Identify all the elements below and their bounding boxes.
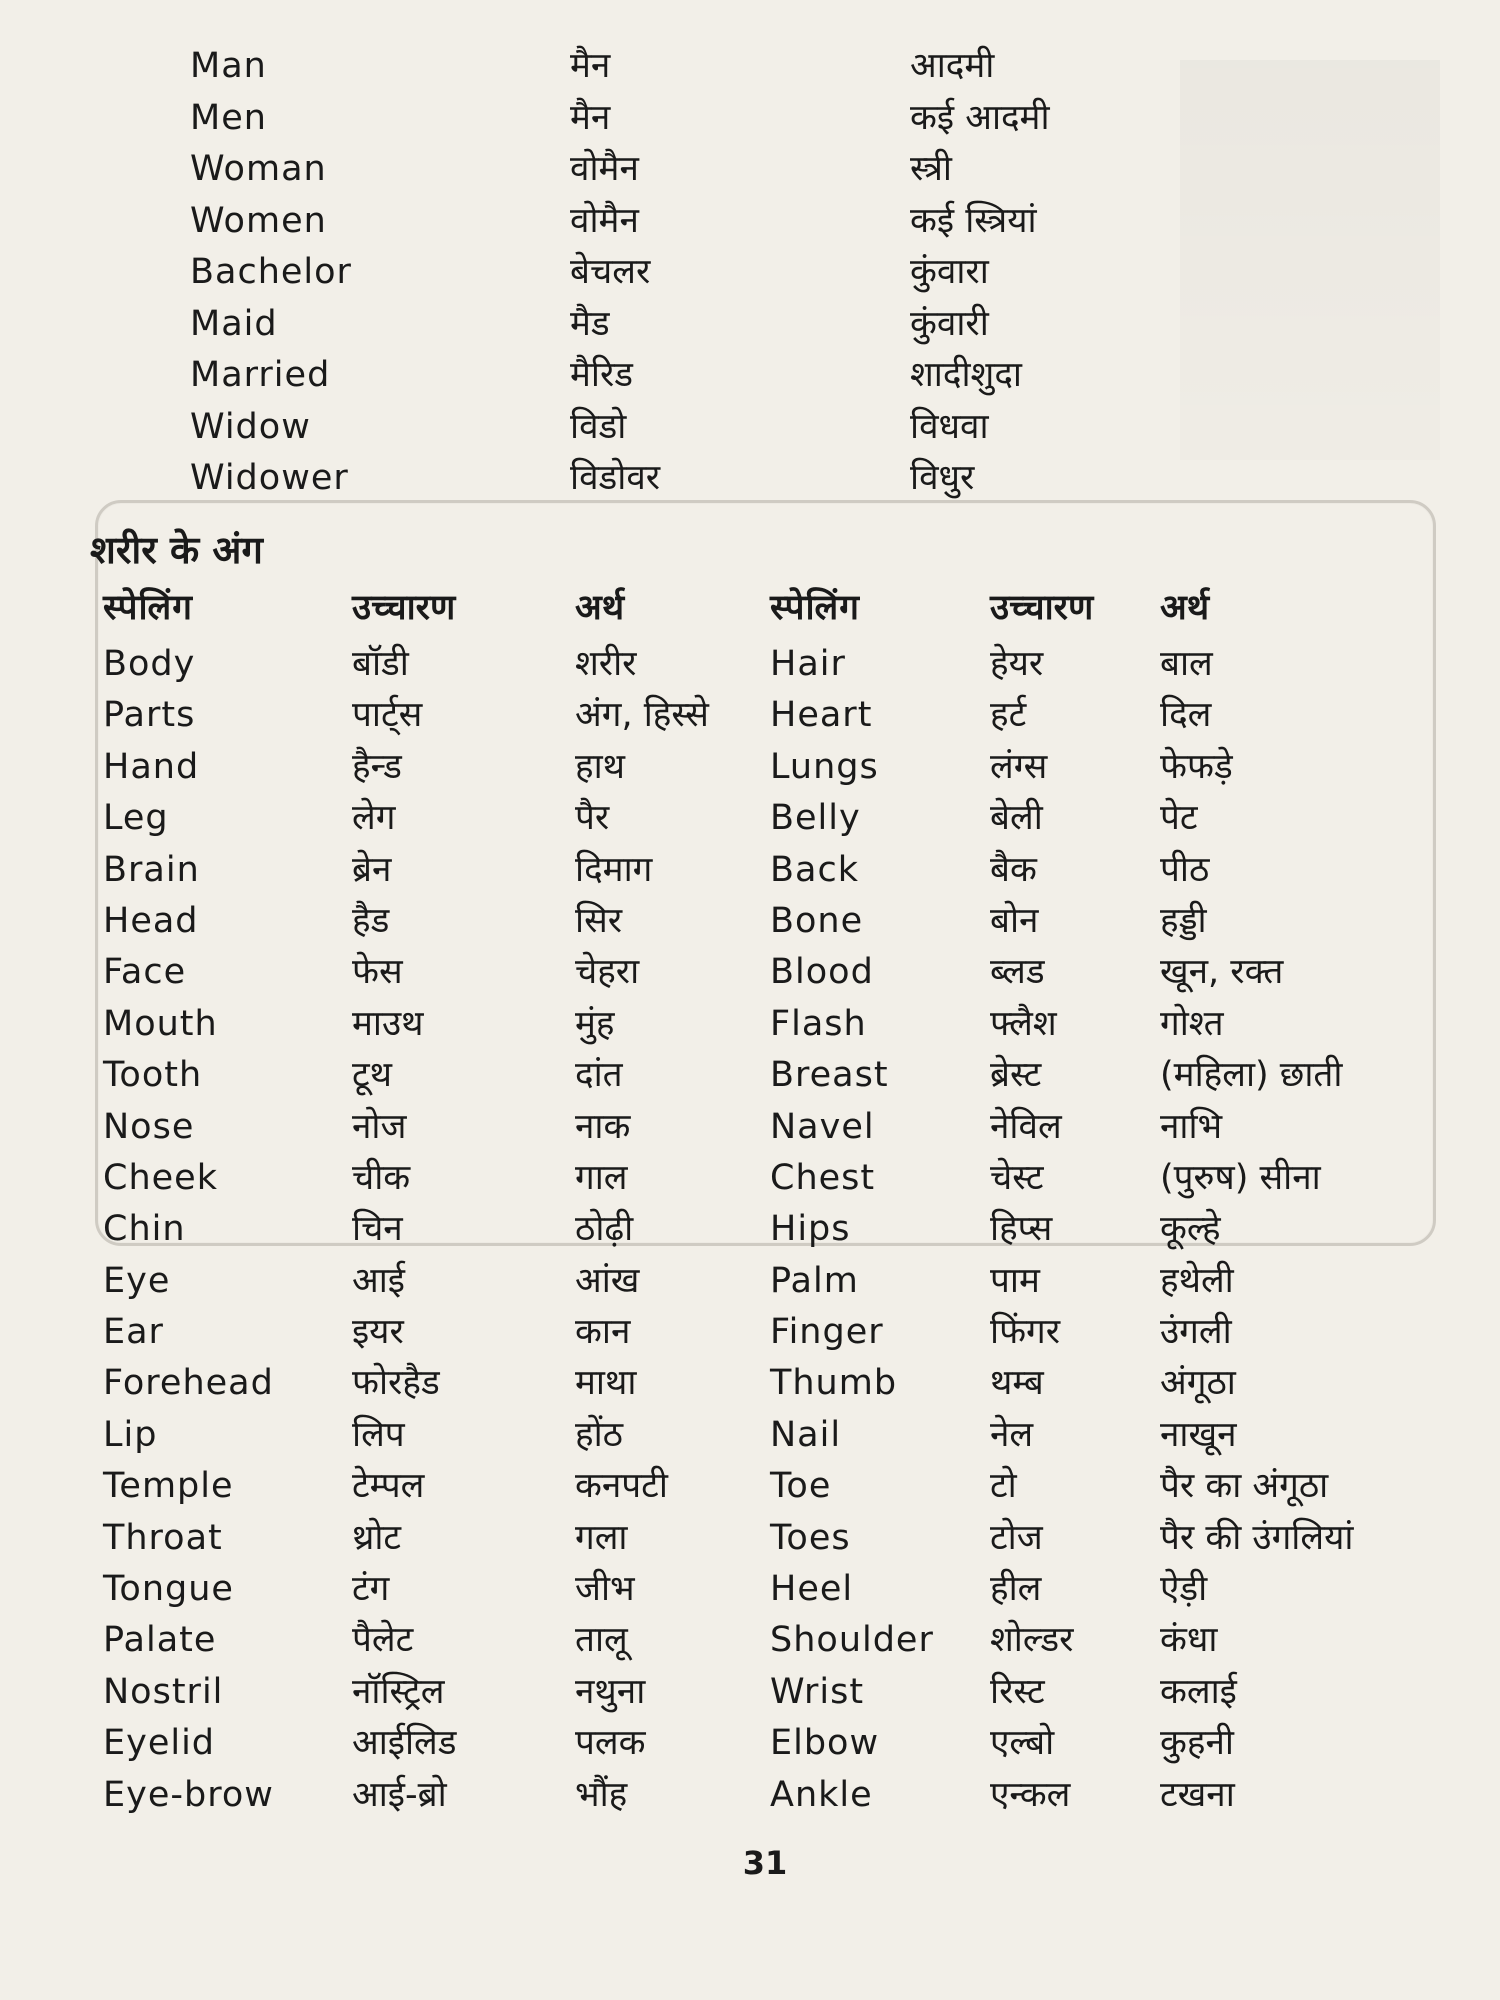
meaning: हाथ <box>575 746 626 787</box>
english-word: Eye-brow <box>103 1774 274 1815</box>
meaning: भौंह <box>575 1774 628 1815</box>
english-word: Man <box>190 46 267 86</box>
english-word: Brain <box>103 849 200 890</box>
english-word: Widower <box>190 458 349 498</box>
header-meaning-2: अर्थ <box>1160 588 1210 628</box>
pronunciation: चीक <box>352 1157 411 1198</box>
pronunciation: लिप <box>352 1414 405 1455</box>
pronunciation: नोज <box>352 1106 407 1147</box>
meaning: पैर <box>575 798 610 839</box>
section-title: शरीर के अंग <box>90 528 263 572</box>
english-word: Temple <box>103 1466 234 1507</box>
pronunciation: बेचलर <box>570 252 651 292</box>
meaning-2: (महिला) छाती <box>1160 1055 1343 1096</box>
header-pronunciation: उच्चारण <box>352 588 456 628</box>
english-word: Head <box>103 900 199 941</box>
meaning-2: (पुरुष) सीना <box>1160 1157 1321 1198</box>
meaning-2: कुहनी <box>1160 1723 1234 1764</box>
pronunciation-2: पाम <box>990 1260 1040 1301</box>
english-word: Bachelor <box>190 252 352 292</box>
pronunciation-2: बोन <box>990 900 1039 941</box>
meaning: स्त्री <box>910 149 953 189</box>
meaning-2: फेफड़े <box>1160 746 1233 787</box>
meaning-2: नाखून <box>1160 1414 1237 1455</box>
english-word: Nostril <box>103 1671 224 1712</box>
pronunciation-2: चेस्ट <box>990 1157 1044 1198</box>
pronunciation-2: हेयर <box>990 644 1044 684</box>
table-row <box>0 895 1500 946</box>
meaning: आदमी <box>910 46 995 86</box>
pronunciation-2: लंग्स <box>990 746 1048 787</box>
meaning-2: बाल <box>1160 644 1213 684</box>
table-header <box>0 578 1500 638</box>
english-word-2: Navel <box>770 1106 875 1147</box>
english-word-2: Elbow <box>770 1723 880 1764</box>
table-row <box>0 792 1500 843</box>
pronunciation-2: फ्लैश <box>990 1003 1057 1044</box>
english-word-2: Bone <box>770 900 864 941</box>
table-row <box>0 1409 1500 1460</box>
english-word-2: Chest <box>770 1157 876 1198</box>
english-word: Body <box>103 644 196 684</box>
pronunciation: फेस <box>352 952 403 993</box>
pronunciation-2: टो <box>990 1466 1017 1507</box>
pronunciation: नॉस्ट्रिल <box>352 1671 445 1712</box>
meaning-2: अंगूठा <box>1160 1363 1236 1404</box>
header-spelling: स्पेलिंग <box>103 588 193 628</box>
english-word: Hand <box>103 746 200 787</box>
table-row <box>0 1049 1500 1100</box>
table-row <box>0 1357 1500 1408</box>
english-word-2: Palm <box>770 1260 859 1301</box>
page-number: 31 <box>742 1844 788 1882</box>
table-row <box>0 1666 1500 1717</box>
meaning-2: पैर का अंगूठा <box>1160 1466 1329 1507</box>
meaning: ठोढ़ी <box>575 1209 634 1250</box>
english-word: Tooth <box>103 1055 203 1096</box>
table-row <box>0 1203 1500 1254</box>
english-word-2: Ankle <box>770 1774 873 1815</box>
meaning: पलक <box>575 1723 646 1764</box>
meaning: अंग, हिस्से <box>575 695 709 736</box>
pronunciation: आई-ब्रो <box>352 1774 447 1815</box>
english-word: Lip <box>103 1414 158 1455</box>
pronunciation: मैड <box>570 303 610 344</box>
english-word-2: Toes <box>770 1517 851 1558</box>
meaning-2: खून, रक्त <box>1160 952 1284 993</box>
meaning: गला <box>575 1517 628 1558</box>
pronunciation: बॉडी <box>352 644 409 684</box>
pronunciation-2: नेविल <box>990 1106 1062 1147</box>
meaning-2: गोश्त <box>1160 1003 1224 1044</box>
meaning: नाक <box>575 1106 631 1147</box>
pronunciation-2: ब्लड <box>990 952 1045 993</box>
english-word-2: Hips <box>770 1209 851 1250</box>
english-word-2: Back <box>770 849 859 890</box>
english-word-2: Belly <box>770 798 861 839</box>
meaning: माथा <box>575 1363 637 1404</box>
meaning-2: हथेली <box>1160 1260 1234 1301</box>
english-word: Eyelid <box>103 1723 216 1764</box>
meaning-2: हड्डी <box>1160 900 1207 941</box>
pronunciation-2: शोल्डर <box>990 1620 1074 1661</box>
table-row <box>0 1101 1500 1152</box>
meaning: कई आदमी <box>910 97 1050 138</box>
pronunciation-2: हील <box>990 1569 1042 1610</box>
pronunciation-2: एल्बो <box>990 1723 1055 1764</box>
pronunciation-2: फिंगर <box>990 1312 1061 1353</box>
meaning-2: दिल <box>1160 695 1212 736</box>
meaning: गाल <box>575 1157 628 1198</box>
meaning-2: कंधा <box>1160 1620 1218 1661</box>
english-word: Woman <box>190 149 327 189</box>
pronunciation-2: रिस्ट <box>990 1671 1045 1712</box>
english-word-2: Shoulder <box>770 1620 934 1661</box>
meaning-2: कलाई <box>1160 1671 1237 1712</box>
pronunciation: हैड <box>352 900 390 941</box>
meaning: शादीशुदा <box>910 355 1022 395</box>
header-pronunciation-2: उच्चारण <box>990 588 1094 628</box>
english-word: Men <box>190 97 267 138</box>
vocab-row <box>190 401 1190 453</box>
meaning: विधुर <box>910 458 975 498</box>
pronunciation: मैरिड <box>570 355 634 395</box>
pronunciation: पार्ट्स <box>352 695 423 736</box>
pronunciation: इयर <box>352 1312 404 1353</box>
table-row <box>0 998 1500 1049</box>
english-word: Nose <box>103 1106 195 1147</box>
english-word-2: Hair <box>770 644 846 684</box>
table-row <box>0 844 1500 895</box>
meaning: चेहरा <box>575 952 640 993</box>
pronunciation: आई <box>352 1260 405 1301</box>
english-word: Tongue <box>103 1569 234 1610</box>
meaning: सिर <box>575 900 623 941</box>
vocab-row <box>190 349 1190 401</box>
body-parts-table <box>0 638 1500 1820</box>
pronunciation-2: थम्ब <box>990 1363 1044 1404</box>
meaning: जीभ <box>575 1569 635 1610</box>
pronunciation: थ्रोट <box>352 1517 402 1558</box>
pronunciation: हैन्ड <box>352 746 402 787</box>
pronunciation: विडो <box>570 406 627 447</box>
table-row <box>0 1512 1500 1563</box>
table-row <box>0 1614 1500 1665</box>
pronunciation-2: बेली <box>990 798 1043 839</box>
english-word-2: Toe <box>770 1466 832 1507</box>
english-word-2: Nail <box>770 1414 842 1455</box>
vocab-list-people <box>190 40 1190 504</box>
table-row <box>0 1306 1500 1357</box>
pronunciation: ब्रेन <box>352 849 392 890</box>
meaning: नथुना <box>575 1671 646 1712</box>
english-word-2: Heart <box>770 695 873 736</box>
meaning: कई स्त्रियां <box>910 200 1037 241</box>
meaning: कनपटी <box>575 1466 668 1507</box>
header-meaning: अर्थ <box>575 588 625 628</box>
pronunciation-2: टोज <box>990 1517 1043 1558</box>
meaning: तालू <box>575 1620 628 1661</box>
pronunciation: टेम्पल <box>352 1466 425 1507</box>
meaning-2: पैर की उंगलियां <box>1160 1517 1354 1558</box>
pronunciation: वोमैन <box>570 149 639 189</box>
meaning-2: ऐड़ी <box>1160 1569 1208 1610</box>
pronunciation-2: हर्ट <box>990 695 1027 736</box>
pronunciation: लेग <box>352 798 396 839</box>
meaning: कुंवारी <box>910 303 989 344</box>
vocab-row <box>190 143 1190 195</box>
pronunciation: टूथ <box>352 1055 393 1096</box>
table-row <box>0 689 1500 740</box>
pronunciation: पैलेट <box>352 1620 414 1661</box>
english-word: Chin <box>103 1209 186 1250</box>
table-row <box>0 946 1500 997</box>
table-row <box>0 638 1500 689</box>
english-word: Maid <box>190 303 278 344</box>
meaning: कान <box>575 1312 631 1353</box>
meaning: आंख <box>575 1260 640 1301</box>
meaning-2: कूल्हे <box>1160 1209 1221 1250</box>
meaning: मुंह <box>575 1003 615 1044</box>
english-word: Married <box>190 355 331 395</box>
english-word: Leg <box>103 798 169 839</box>
english-word: Eye <box>103 1260 171 1301</box>
english-word: Throat <box>103 1517 223 1558</box>
english-word-2: Flash <box>770 1003 867 1044</box>
meaning: कुंवारा <box>910 252 989 292</box>
table-row <box>0 1152 1500 1203</box>
pronunciation-2: बैक <box>990 849 1037 890</box>
pronunciation: माउथ <box>352 1003 424 1044</box>
english-word: Face <box>103 952 187 993</box>
pronunciation: टंग <box>352 1569 390 1610</box>
pronunciation-2: नेल <box>990 1414 1034 1455</box>
english-word-2: Finger <box>770 1312 884 1353</box>
english-word: Cheek <box>103 1157 218 1198</box>
meaning-2: टखना <box>1160 1774 1235 1815</box>
pronunciation: आईलिड <box>352 1723 457 1764</box>
table-row <box>0 1255 1500 1306</box>
meaning-2: पीठ <box>1160 849 1210 890</box>
table-row <box>0 1769 1500 1820</box>
english-word-2: Heel <box>770 1569 854 1610</box>
meaning-2: पेट <box>1160 798 1198 839</box>
pronunciation: फोरहैड <box>352 1363 440 1404</box>
english-word: Parts <box>103 695 196 736</box>
english-word-2: Blood <box>770 952 874 993</box>
meaning-2: नाभि <box>1160 1106 1223 1147</box>
show-through-shadow <box>1180 60 1440 460</box>
meaning: विधवा <box>910 406 989 447</box>
vocab-row <box>190 92 1190 144</box>
english-word: Forehead <box>103 1363 274 1404</box>
pronunciation-2: एन्कल <box>990 1774 1071 1815</box>
english-word-2: Wrist <box>770 1671 865 1712</box>
table-row <box>0 1460 1500 1511</box>
table-row <box>0 741 1500 792</box>
pronunciation: विडोवर <box>570 458 661 498</box>
table-row <box>0 1717 1500 1768</box>
vocab-row <box>190 195 1190 247</box>
table-row <box>0 1563 1500 1614</box>
pronunciation: मैन <box>570 97 611 138</box>
english-word: Ear <box>103 1312 164 1353</box>
english-word-2: Lungs <box>770 746 879 787</box>
header-spelling-2: स्पेलिंग <box>770 588 860 628</box>
meaning-2: उंगली <box>1160 1312 1232 1353</box>
english-word: Mouth <box>103 1003 218 1044</box>
pronunciation: वोमैन <box>570 200 639 241</box>
vocab-row <box>190 452 1190 504</box>
meaning: होंठ <box>575 1414 623 1455</box>
pronunciation: चिन <box>352 1209 403 1250</box>
vocab-row <box>190 246 1190 298</box>
vocab-row <box>190 40 1190 92</box>
pronunciation: मैन <box>570 46 611 86</box>
meaning: दांत <box>575 1055 623 1096</box>
pronunciation-2: हिप्स <box>990 1209 1053 1250</box>
english-word: Women <box>190 200 327 241</box>
meaning: दिमाग <box>575 849 653 890</box>
vocab-row <box>190 298 1190 350</box>
english-word-2: Thumb <box>770 1363 898 1404</box>
meaning: शरीर <box>575 644 637 684</box>
english-word: Palate <box>103 1620 217 1661</box>
english-word-2: Breast <box>770 1055 889 1096</box>
pronunciation-2: ब्रेस्ट <box>990 1055 1042 1096</box>
english-word: Widow <box>190 406 311 447</box>
